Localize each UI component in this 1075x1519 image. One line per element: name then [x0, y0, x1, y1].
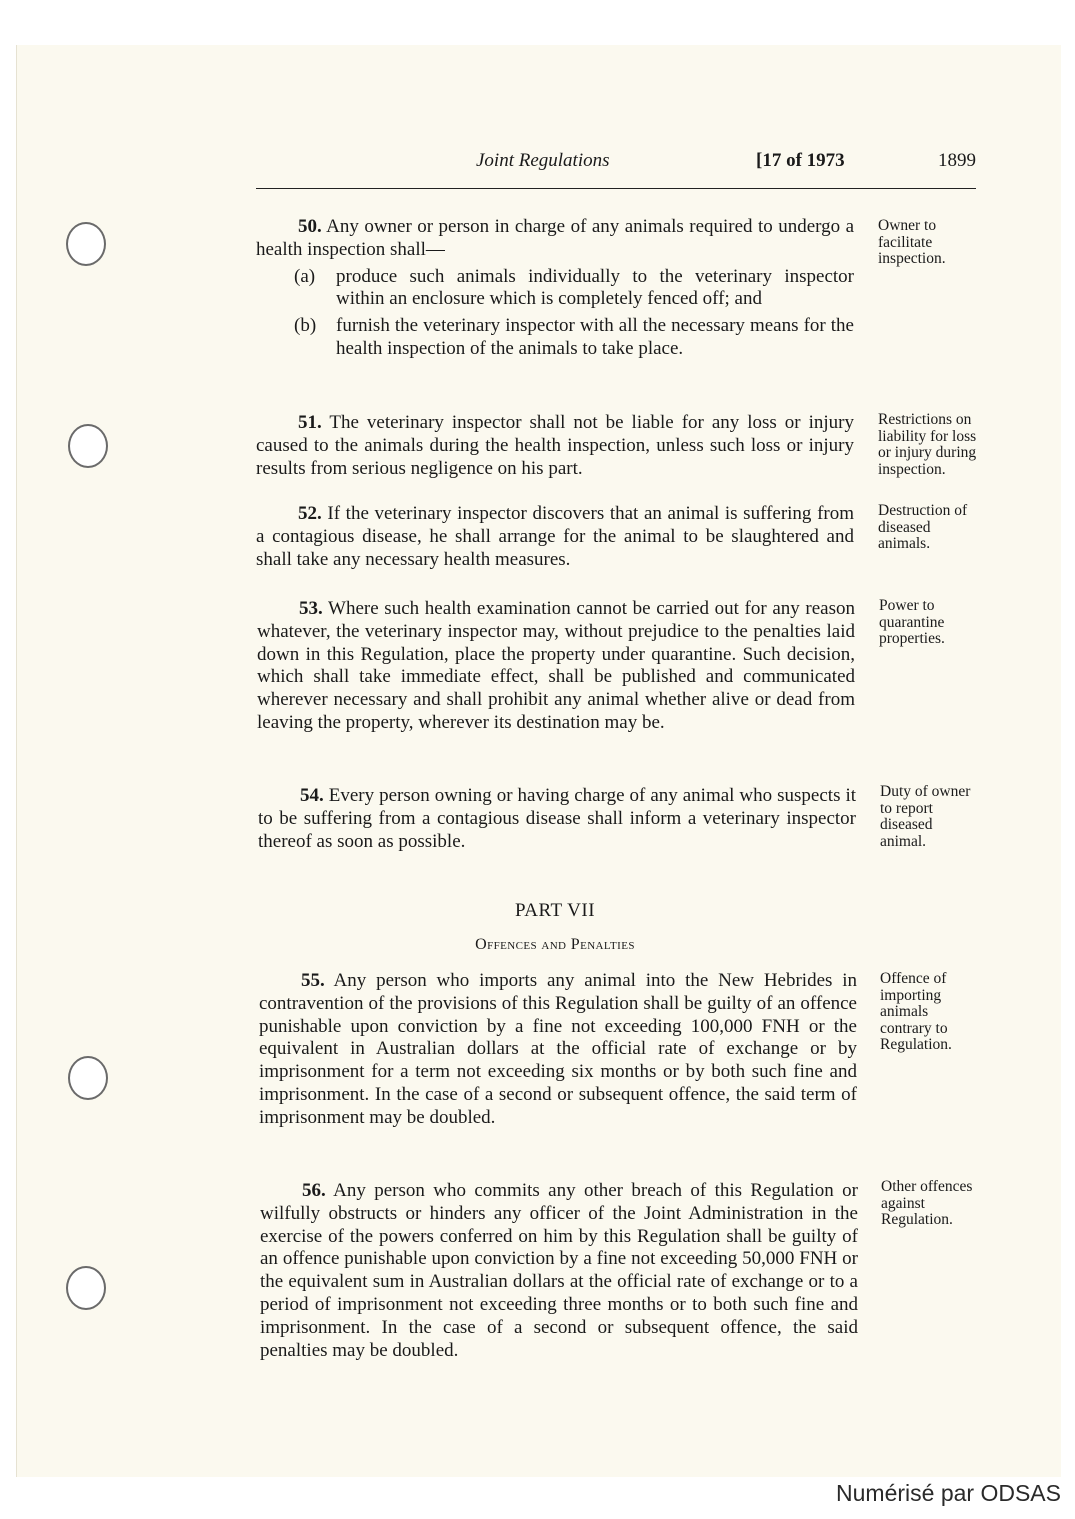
section-body	[257, 598, 855, 735]
digitization-stamp: Numérisé par ODSAS	[836, 1480, 1061, 1506]
section-text: The veterinary inspector shall not be liable for any loss or injury caused to the animals during the health inspection, unless such loss or injury results from serious negligence on his part.	[256, 412, 854, 479]
item-label: (a)	[294, 265, 316, 287]
section-56	[260, 1180, 858, 1362]
section-body	[256, 503, 854, 571]
section-number: 50.	[298, 216, 322, 237]
section-number: 51.	[298, 412, 322, 433]
item-text: produce such animals individually to the veterinary inspector within an enclosure which is completely fenced off; and	[336, 265, 854, 310]
margin-note: Owner to facilitate inspection.	[878, 217, 946, 267]
section-52	[256, 503, 854, 571]
item-label: (b)	[294, 315, 317, 337]
punch-hole	[68, 424, 108, 468]
section-body	[256, 216, 854, 262]
header-reference: [17 of 1973	[756, 150, 845, 171]
section-body	[259, 970, 857, 1130]
section-53	[257, 598, 855, 735]
part-subheading: Offences and Penalties	[475, 936, 635, 953]
margin-note: Restrictions on liability for loss or injury during inspection.	[878, 411, 977, 478]
section-text: Where such health examination cannot be carried out for any reason whatever, the veterinary inspector may, without prejudice to the penalties laid down in this Regulation, place the property under quarantine. Such decision, which shall take immediate effect, shall be published and communicated wherever necessary and shall prohibit any animal whether alive or dead from leaving the property, wherever its destination may be.	[257, 598, 855, 733]
part-heading: PART VII	[514, 900, 596, 921]
section-number: 56.	[302, 1180, 326, 1201]
margin-note: Offence of importing animals contrary to Regulation.	[880, 970, 952, 1053]
punch-hole	[66, 1266, 106, 1310]
section-text: Any person who commits any other breach of this Regulation or wilfully obstructs or hinders any officer of the Joint Administration in the exercise of the powers conferred on him by this Regulation shall be guilty of an offence punishable upon conviction by a fine not exceeding 50,000 FNH or the equivalent sum in Australian dollars at the official rate of exchange or to a period of imprisonment not exceeding three months or to both such fine and imprisonment. In the case of a second or subsequent offence, the said penalties may be doubled.	[260, 1180, 859, 1361]
section-text: Every person owning or having charge of any animal who suspects it to be suffering from a contagious disease shall inform a veterinary inspector thereof as soon as possible.	[258, 785, 857, 852]
section-text: If the veterinary inspector discovers that an animal is suffering from a contagious disease, he shall arrange for the animal to be slaughtered and shall take any necessary health measures.	[256, 503, 854, 570]
section-50	[256, 216, 854, 361]
section-51	[256, 412, 854, 480]
margin-note: Other offences against Regulation.	[881, 1178, 973, 1228]
running-header	[256, 150, 976, 178]
section-intro: Any owner or person in charge of any animals required to undergo a health inspection shall—	[256, 216, 855, 260]
list-item	[256, 266, 854, 312]
page-number: 1899	[938, 150, 976, 171]
section-55	[259, 970, 857, 1130]
section-number: 54.	[300, 785, 324, 806]
section-body	[260, 1180, 858, 1362]
section-body	[258, 785, 856, 853]
header-title: Joint Regulations	[476, 150, 610, 171]
margin-note: Power to quarantine properties.	[879, 597, 945, 647]
section-text: Any person who imports any animal into the New Hebrides in contravention of the provisions of this Regulation shall be guilty of an offence punishable upon conviction by a fine not exceeding 100,000 FNH or the equivalent in Australian dollars at the official rate of exchange or by imprisonment for a term not exceeding six months or by both such fine and imprisonment. In the case of a second or subsequent offence, the said term of imprisonment may be doubled.	[259, 970, 858, 1128]
margin-note: Duty of owner to report diseased animal.	[880, 783, 971, 850]
punch-hole	[66, 222, 106, 266]
item-text: furnish the veterinary inspector with all the necessary means for the health inspection of the animals to take place.	[336, 315, 854, 359]
list-item	[256, 315, 854, 361]
section-54	[258, 785, 856, 853]
margin-note: Destruction of diseased animals.	[878, 502, 968, 552]
section-number: 53.	[299, 598, 323, 619]
punch-hole	[68, 1056, 108, 1100]
section-body	[256, 412, 854, 480]
header-rule	[256, 188, 976, 189]
section-number: 52.	[298, 503, 322, 524]
section-number: 55.	[301, 970, 325, 991]
